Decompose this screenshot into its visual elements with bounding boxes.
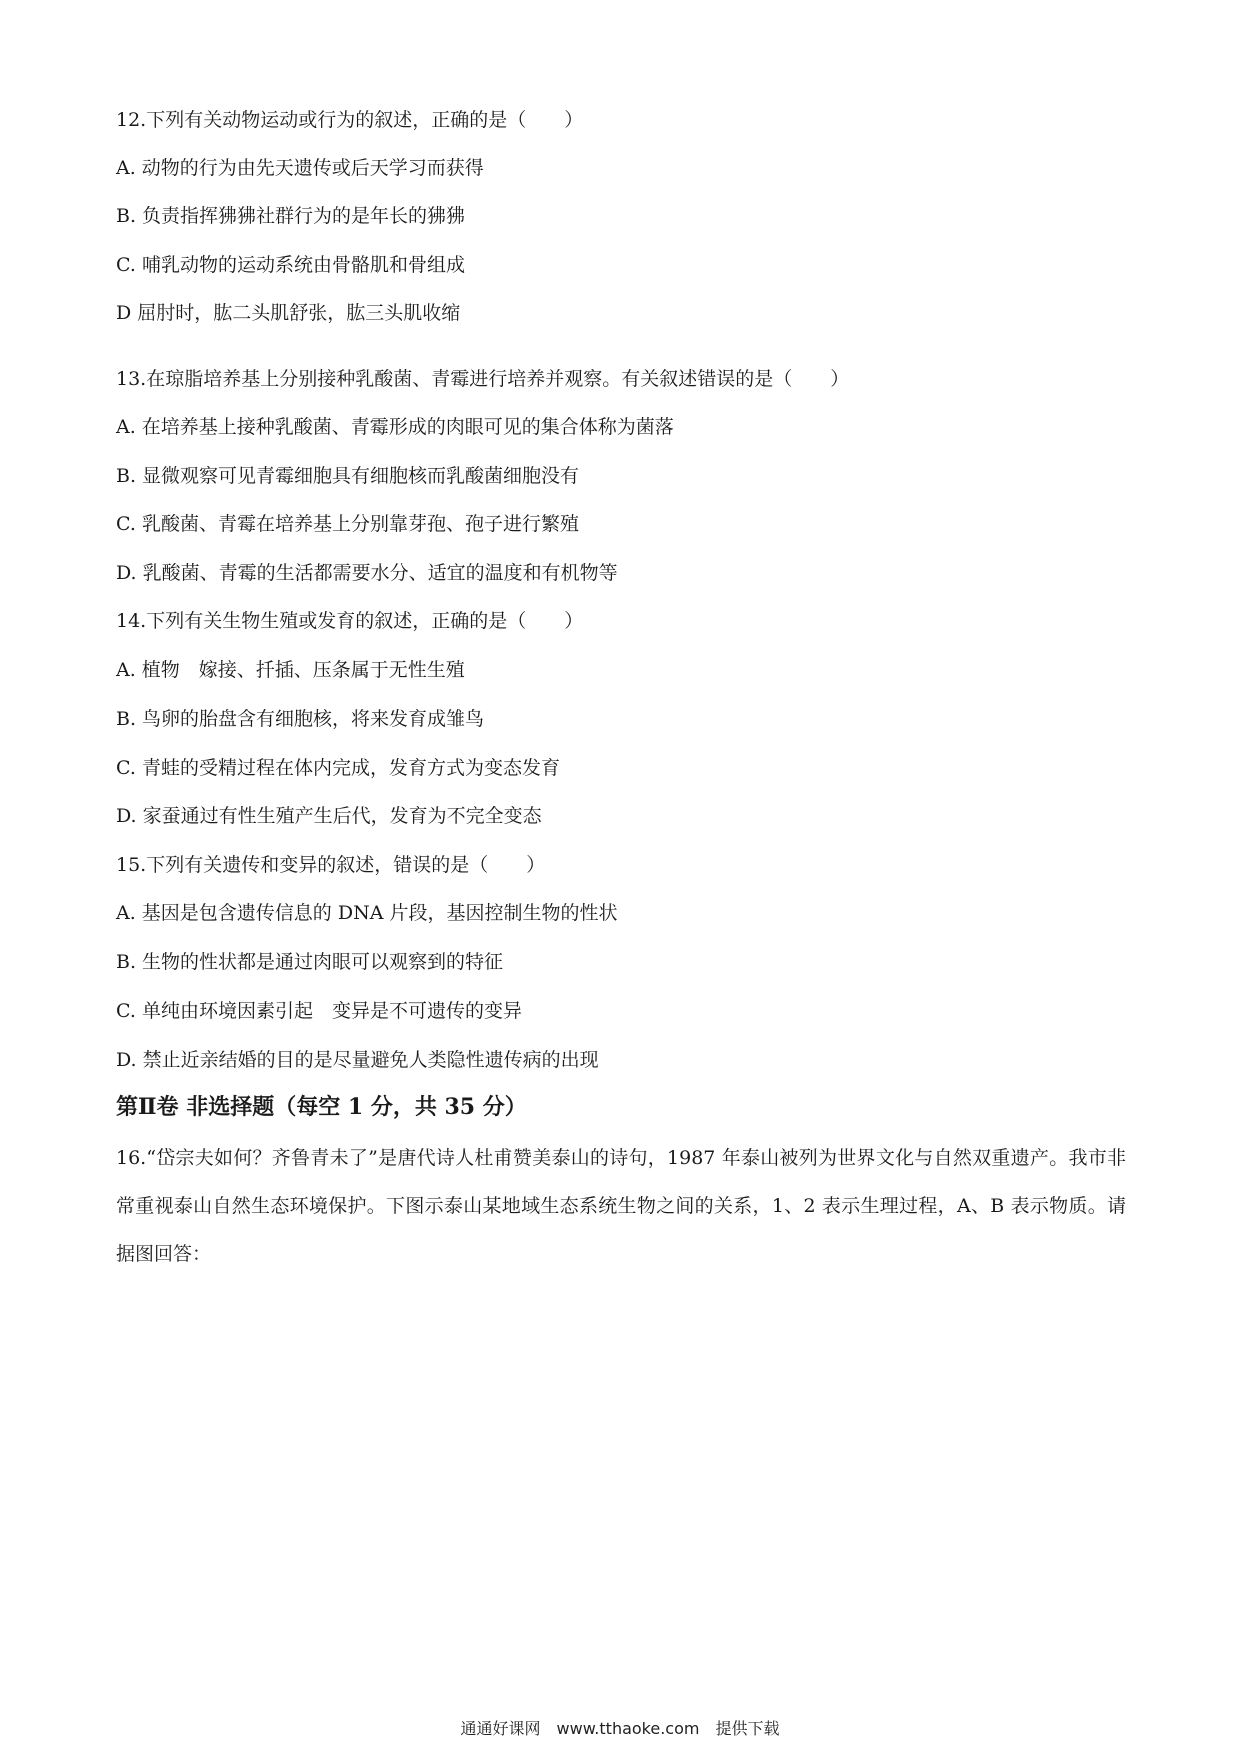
- question-14-stem: 14.下列有关生物生殖或发育的叙述，正确的是（ ）: [116, 610, 584, 632]
- question-16-paragraph: 16.“岱宗夫如何？齐鲁青未了”是唐代诗人杜甫赞美泰山的诗句，1987 年泰山被列为世界文化与自然双重遗产。我市非常重视泰山自然生态环境保护。下图示泰山某地域生态系统生物之间的关系，1、2 表示生理过程，A、B 表示物质。请据图回答：: [116, 1147, 1126, 1265]
- question-12-option-c: C. 哺乳动物的运动系统由骨骼肌和骨组成: [116, 254, 465, 276]
- question-15-option-d: D. 禁止近亲结婚的目的是尽量避免人类隐性遗传病的出现: [116, 1049, 599, 1071]
- question-14-option-d: D. 家蚕通过有性生殖产生后代，发育为不完全变态: [116, 805, 542, 827]
- section-title: 第Ⅱ卷 非选择题（每空 1 分，共 35 分）: [116, 1094, 527, 1120]
- question-12-stem: 12.下列有关动物运动或行为的叙述，正确的是（ ）: [116, 109, 584, 131]
- question-15-option-c: C. 单纯由环境因素引起 变异是不可遗传的变异: [116, 1000, 522, 1022]
- question-12-option-b: B. 负责指挥狒狒社群行为的是年长的狒狒: [116, 205, 466, 227]
- question-13-option-c: C. 乳酸菌、青霉在培养基上分别靠芽孢、孢子进行繁殖: [116, 513, 579, 535]
- page-footer: 通通好课网 www.tthaoke.com 提供下载: [460, 1719, 780, 1738]
- question-15-option-a: A. 基因是包含遗传信息的 DNA 片段，基因控制生物的性状: [116, 902, 618, 924]
- question-13-option-d: D. 乳酸菌、青霉的生活都需要水分、适宜的温度和有机物等: [116, 562, 618, 584]
- question-13-stem: 13.在琼脂培养基上分别接种乳酸菌、青霉进行培养并观察。有关叙述错误的是（ ）: [116, 368, 850, 390]
- question-13-option-a: A. 在培养基上接种乳酸菌、青霉形成的肉眼可见的集合体称为菌落: [116, 416, 674, 438]
- question-14-option-c: C. 青蛙的受精过程在体内完成，发育方式为变态发育: [116, 757, 560, 779]
- question-14-option-a: A. 植物 嫁接、扦插、压条属于无性生殖: [116, 659, 465, 681]
- question-15-option-b: B. 生物的性状都是通过肉眼可以观察到的特征: [116, 951, 504, 973]
- question-12-option-d: D 屈肘时，肱二头肌舒张，肱三头肌收缩: [116, 302, 461, 324]
- question-15-stem: 15.下列有关遗传和变异的叙述，错误的是（ ）: [116, 854, 546, 876]
- question-12-option-a: A. 动物的行为由先天遗传或后天学习而获得: [116, 157, 484, 179]
- question-14-option-b: B. 鸟卵的胎盘含有细胞核，将来发育成雏鸟: [116, 708, 485, 730]
- question-13-option-b: B. 显微观察可见青霉细胞具有细胞核而乳酸菌细胞没有: [116, 465, 580, 487]
